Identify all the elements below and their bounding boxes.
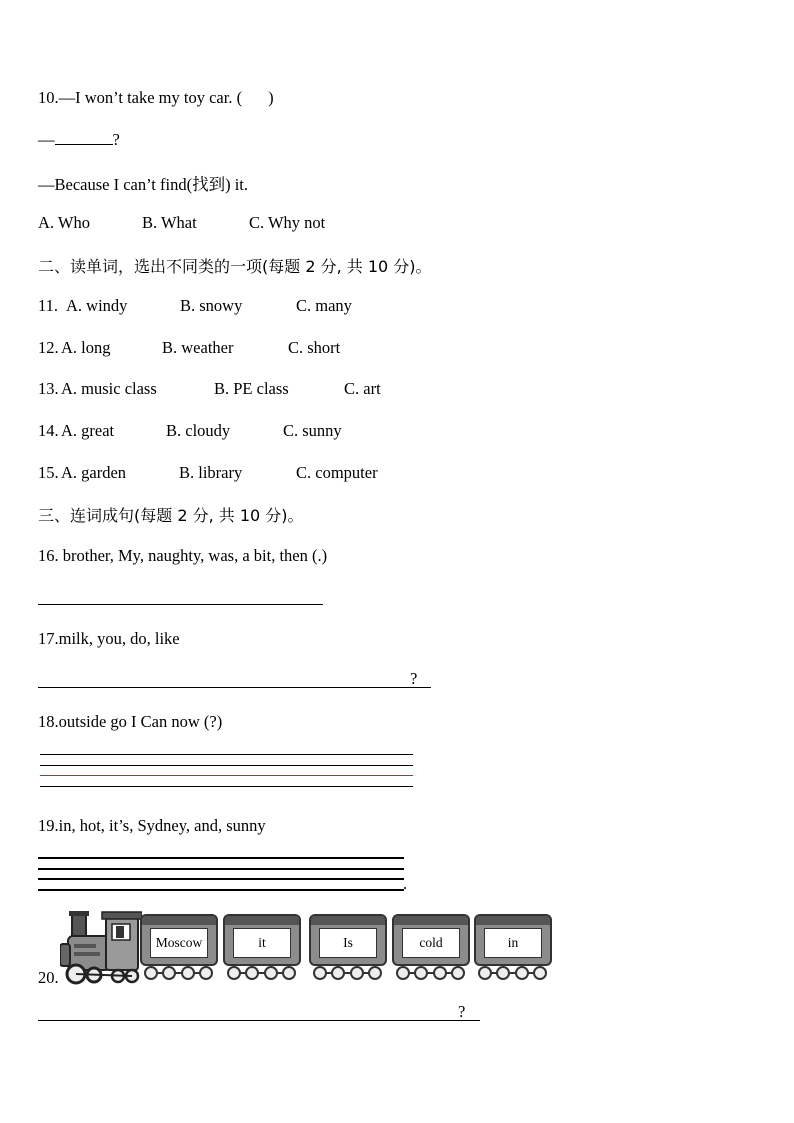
q20: 20.: [38, 968, 59, 987]
q10-options: [38, 213, 325, 233]
train-car-3: [309, 914, 387, 966]
q17: 17.milk, you, do, like: [38, 629, 180, 648]
train-car-1: [140, 914, 218, 966]
q16-answer-line[interactable]: [38, 604, 323, 605]
option-a[interactable]: A. windy: [66, 296, 128, 315]
q18-writing-line-3: [40, 775, 413, 776]
option-b[interactable]: B. library: [179, 463, 243, 482]
option-a[interactable]: A. Who: [38, 213, 90, 232]
option-c[interactable]: C. art: [344, 379, 381, 398]
q19-period: .: [403, 874, 408, 893]
section2-heading: 二、读单词，选出不同类的一项(每题 2 分, 共 10 分)。: [38, 257, 432, 276]
q20-question-mark: ?: [458, 1002, 466, 1021]
q10-answer-blank[interactable]: [55, 130, 113, 145]
option-c[interactable]: C. short: [288, 338, 341, 357]
train-word-1[interactable]: Moscow: [150, 928, 208, 958]
option-c[interactable]: C. sunny: [283, 421, 342, 440]
q13: 13. A. music class B. PE class C. art: [38, 379, 381, 398]
option-b[interactable]: B. weather: [162, 338, 234, 357]
option-c[interactable]: C. Why not: [249, 213, 326, 232]
train-car-5-wheels: [474, 966, 552, 982]
q18: 18.outside go I Can now (?): [38, 712, 223, 731]
train-car-1-wheels: [140, 966, 218, 982]
q18-writing-line-4: [40, 786, 413, 787]
q18-writing-line-1[interactable]: [40, 754, 413, 755]
q12: 12. A. long B. weather C. short: [38, 338, 341, 357]
train-car-4-wheels: [392, 966, 470, 982]
q16: 16. brother, My, naughty, was, a bit, then (.): [38, 546, 328, 565]
q10-question: 10.—I won’t take my toy car. ( ): [38, 88, 274, 107]
train-word-3[interactable]: Is: [319, 928, 377, 958]
q20-answer-line[interactable]: [38, 1020, 480, 1021]
option-c[interactable]: C. computer: [296, 463, 378, 482]
q19: 19.in, hot, it’s, Sydney, and, sunny: [38, 816, 266, 835]
option-a[interactable]: A. long: [61, 338, 111, 357]
option-a[interactable]: A. garden: [61, 463, 127, 482]
q17-question-mark: ?: [410, 669, 418, 688]
q19-writing-line-4: [38, 889, 404, 891]
word-train: [60, 910, 560, 985]
q19-writing-line-1[interactable]: [38, 857, 404, 859]
option-a[interactable]: A. great: [61, 421, 115, 440]
q15: 15. A. garden B. library C. computer: [38, 463, 378, 482]
q18-writing-line-2: [40, 765, 413, 766]
q10-reply: —Because I can’t find(找到) it.: [38, 175, 249, 194]
section3-heading: 三、连词成句(每题 2 分, 共 10 分)。: [38, 506, 304, 525]
option-b[interactable]: B. snowy: [180, 296, 243, 315]
q11: 11. A. windy B. snowy C. many: [38, 296, 352, 315]
locomotive-icon: [60, 910, 142, 985]
option-b[interactable]: B. cloudy: [166, 421, 231, 440]
train-word-4[interactable]: cold: [402, 928, 460, 958]
q19-writing-line-3: [38, 878, 404, 880]
q17-answer-line[interactable]: [38, 687, 431, 688]
option-c[interactable]: C. many: [296, 296, 352, 315]
option-b[interactable]: B. PE class: [214, 379, 289, 398]
q14: 14. A. great B. cloudy C. sunny: [38, 421, 342, 440]
train-car-2: [223, 914, 301, 966]
train-car-3-wheels: [309, 966, 387, 982]
train-car-2-wheels: [223, 966, 301, 982]
q10-blank-line: — ?: [38, 130, 120, 149]
train-word-5[interactable]: in: [484, 928, 542, 958]
option-b[interactable]: B. What: [142, 213, 197, 232]
q19-writing-line-2: [38, 868, 404, 870]
option-a[interactable]: A. music class: [61, 379, 157, 398]
train-car-4: [392, 914, 470, 966]
train-car-5: [474, 914, 552, 966]
train-word-2[interactable]: it: [233, 928, 291, 958]
